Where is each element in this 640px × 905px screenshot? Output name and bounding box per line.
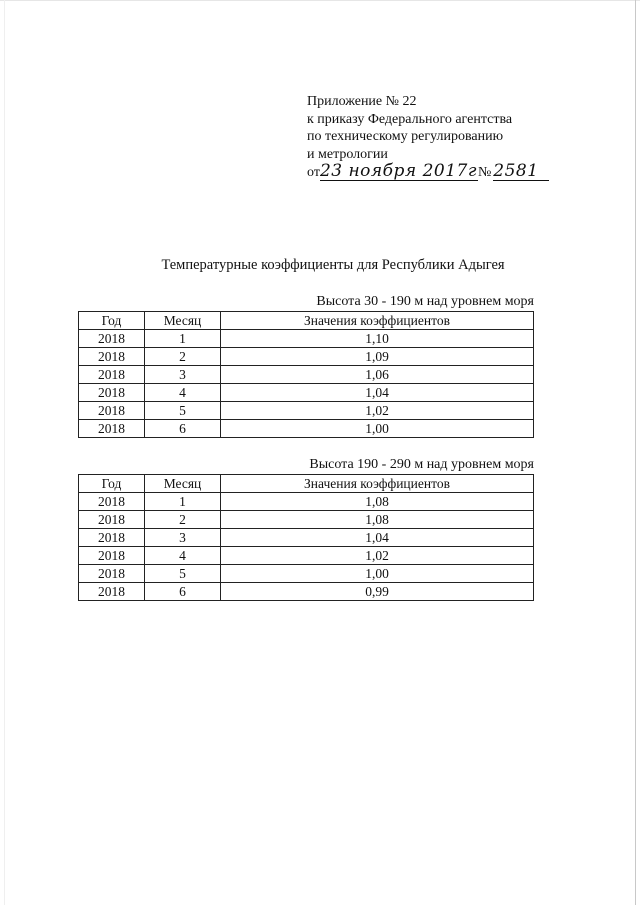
appendix-metrology-line: и метрологии	[307, 146, 388, 162]
header-year: Год	[79, 475, 145, 493]
cell-coefficient: 1,00	[221, 565, 534, 583]
cell-month: 4	[145, 547, 221, 565]
cell-coefficient: 1,08	[221, 511, 534, 529]
cell-year: 2018	[79, 420, 145, 438]
table-row	[79, 547, 534, 565]
table-row	[79, 583, 534, 601]
cell-month: 5	[145, 402, 221, 420]
cell-month: 2	[145, 511, 221, 529]
table-row	[79, 493, 534, 511]
cell-coefficient: 1,04	[221, 384, 534, 402]
cell-year: 2018	[79, 511, 145, 529]
cell-year: 2018	[79, 330, 145, 348]
table-row	[79, 565, 534, 583]
cell-year: 2018	[79, 493, 145, 511]
altitude-label-2: Высота 190 - 290 м над уровнем моря	[309, 457, 534, 472]
header-month: Месяц	[145, 475, 221, 493]
page-top-edge	[0, 0, 640, 1]
header-month: Месяц	[145, 312, 221, 330]
cell-coefficient: 1,04	[221, 529, 534, 547]
cell-month: 6	[145, 583, 221, 601]
table-row	[79, 330, 534, 348]
handwritten-order-number: 2581	[493, 163, 549, 181]
cell-year: 2018	[79, 565, 145, 583]
cell-month: 3	[145, 529, 221, 547]
cell-year: 2018	[79, 402, 145, 420]
cell-month: 2	[145, 348, 221, 366]
cell-year: 2018	[79, 384, 145, 402]
cell-month: 3	[145, 366, 221, 384]
cell-month: 5	[145, 565, 221, 583]
handwritten-date: 23 ноября 2017г	[319, 161, 477, 181]
table-row	[79, 511, 534, 529]
coefficients-table-2	[78, 474, 534, 601]
cell-year: 2018	[79, 547, 145, 565]
table-row	[79, 529, 534, 547]
cell-year: 2018	[79, 366, 145, 384]
cell-coefficient: 0,99	[221, 583, 534, 601]
document-title: Температурные коэффициенты для Республики Адыгея	[161, 257, 505, 273]
cell-year: 2018	[79, 583, 145, 601]
cell-month: 1	[145, 493, 221, 511]
header-year: Год	[79, 312, 145, 330]
from-prefix: от	[307, 164, 320, 180]
altitude-label-1: Высота 30 - 190 м над уровнем моря	[316, 294, 534, 309]
page-right-edge	[635, 0, 636, 905]
appendix-header	[307, 93, 549, 181]
table-row	[79, 420, 534, 438]
appendix-date-line	[307, 163, 549, 181]
cell-year: 2018	[79, 348, 145, 366]
cell-month: 1	[145, 330, 221, 348]
header-coefficient: Значения коэффициентов	[221, 475, 534, 493]
cell-coefficient: 1,00	[221, 420, 534, 438]
appendix-order-line: к приказу Федерального агентства	[307, 111, 513, 127]
header-coefficient: Значения коэффициентов	[221, 312, 534, 330]
table-row	[79, 402, 534, 420]
table-header-row	[79, 475, 534, 493]
coefficients-table-1	[78, 311, 534, 438]
cell-coefficient: 1,02	[221, 547, 534, 565]
table-row	[79, 366, 534, 384]
cell-coefficient: 1,06	[221, 366, 534, 384]
cell-coefficient: 1,09	[221, 348, 534, 366]
appendix-agency-line: по техническому регулированию	[307, 129, 504, 144]
table-row	[79, 384, 534, 402]
cell-month: 6	[145, 420, 221, 438]
number-sign: №	[477, 164, 492, 180]
cell-month: 4	[145, 384, 221, 402]
cell-year: 2018	[79, 529, 145, 547]
page-left-edge	[4, 0, 5, 905]
cell-coefficient: 1,02	[221, 402, 534, 420]
cell-coefficient: 1,08	[221, 493, 534, 511]
appendix-number: Приложение № 22	[307, 94, 417, 109]
table-row	[79, 348, 534, 366]
table-header-row	[79, 312, 534, 330]
cell-coefficient: 1,10	[221, 330, 534, 348]
